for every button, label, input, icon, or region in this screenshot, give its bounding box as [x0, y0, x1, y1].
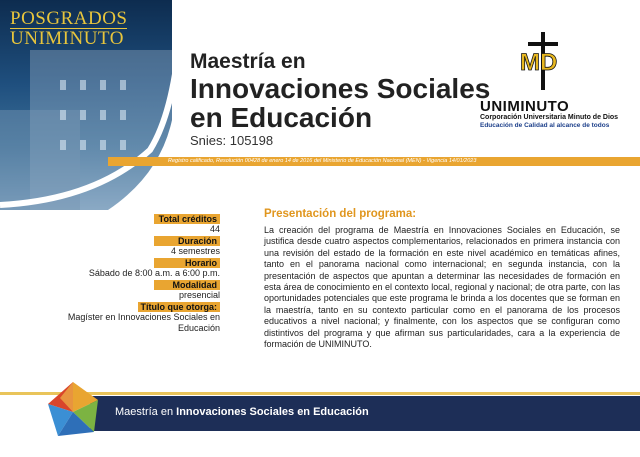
footer-title-prefix: Maestría en: [115, 406, 177, 418]
brand-line-1: POSGRADOS: [10, 8, 128, 29]
modalidad-value: presencial: [178, 290, 220, 300]
brand-line-2: UNIMINUTO: [10, 28, 127, 48]
registro-text: Registro calificado, Resolución 00428 de enero 14 de 2016 del Ministerio de Educación Nacional (MEN) - Vigencia 14/01/2023: [168, 158, 477, 164]
snies-code: Snies: 105198: [190, 133, 274, 148]
program-details: [30, 213, 220, 334]
horario-value: Sábado de 8:00 a.m. a 6:00 p.m.: [88, 268, 220, 278]
creditos-label: Total créditos: [154, 214, 220, 224]
logo-subtitle: Corporación Universitaria Minuto de Dios: [480, 114, 619, 121]
horario-label: Horario: [154, 258, 220, 268]
title-line-3: en Educación: [190, 102, 373, 133]
creditos-value: 44: [209, 224, 220, 234]
title-line-2: Innovaciones Sociales: [190, 73, 491, 104]
presentacion-title: Presentación del programa:: [264, 208, 417, 220]
titulo-value: Magíster en Innovaciones Sociales en Educación: [67, 312, 220, 333]
presentacion-text: La creación del programa de Maestría en Innovaciones Sociales en Educación, se justifica desde cuatro aspectos complementarios, relacionados en primera instancia con una revisión del estado de la formación en este nivel académico en temáticas afines, tanto en el panorama nacional como internacional; en segunda instancia, con la presentación de aspectos que apuntan a determinar las necesidades de formación en esta área de conocimiento en el contexto local, regional y nacional; de otra parte, con las oportunidades potenciales que este programa le brinda a los docentes que se forman en la maestría, tanto en su contexto particular como en el panorama de los procesos educativos a nivel nacional; y finalmente, con los aspectos que se configuran como distintivos del programa y que afirman sus particularidades, cara a la experiencia de formación de UNIMINUTO.: [264, 225, 620, 350]
pyramid-logo-icon: [40, 378, 106, 444]
footer-title-bold: Innovaciones Sociales en Educación: [176, 406, 369, 418]
logo-tagline: Educación de Calidad al alcance de todos: [480, 122, 610, 129]
modalidad-label: Modalidad: [154, 280, 220, 290]
titulo-label: Título que otorga:: [138, 302, 221, 312]
program-title: [190, 50, 490, 132]
duracion-value: 4 semestres: [170, 246, 220, 256]
logo-name: UNIMINUTO: [480, 98, 570, 115]
duracion-label: Duración: [154, 236, 220, 246]
footer-title: [115, 406, 369, 418]
logo-mark-text: MD: [520, 49, 558, 76]
title-line-1: Maestría en: [190, 50, 306, 73]
